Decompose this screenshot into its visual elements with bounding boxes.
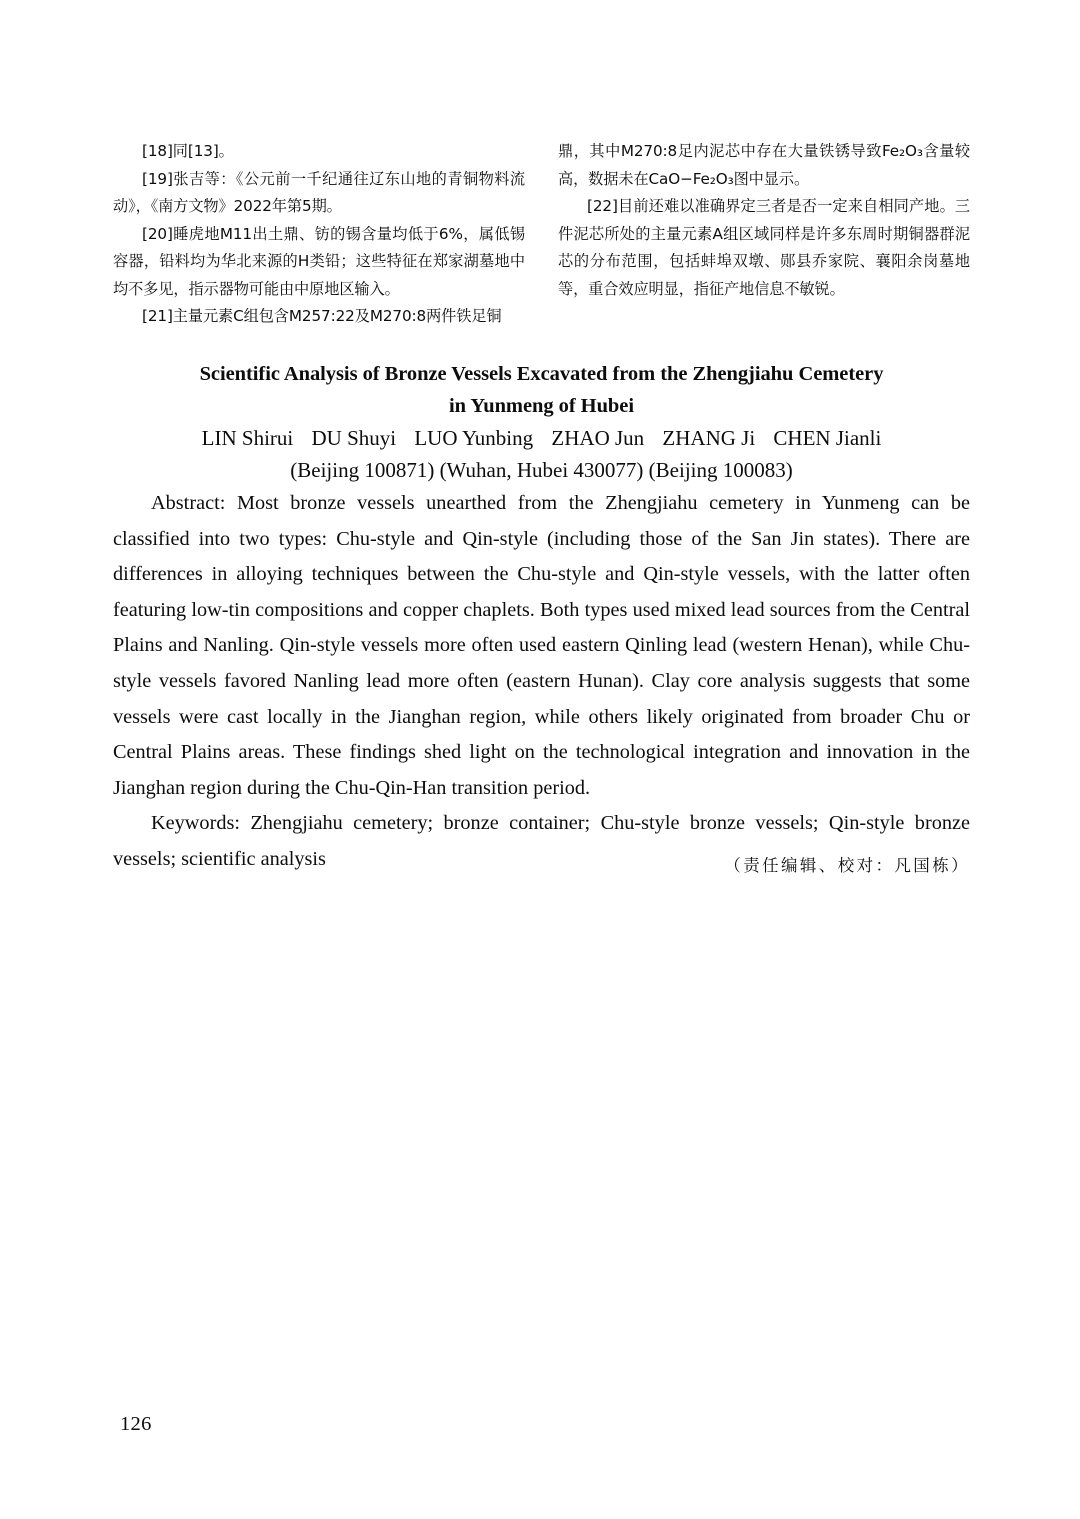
keywords-paragraph: Keywords: Zhengjiahu cemetery; bronze container; Chu-style bronze vessels; Qin-style bronze vessels; scientific analysis: [113, 812, 970, 870]
author-name: ZHAO Jun: [551, 426, 645, 450]
page-number: 126: [120, 1413, 152, 1435]
abstract-section: [113, 486, 970, 878]
author-name: CHEN Jianli: [773, 426, 882, 450]
endnotes-right-column: [558, 138, 970, 331]
endnote-18: [18]同[13]。: [142, 142, 234, 160]
article-title: [113, 358, 970, 422]
endnote-21: [21]主量元素C组包含M257:22及M270:8两件铁足铜: [142, 307, 502, 325]
article-title-line-2: in Yunmeng of Hubei: [449, 395, 634, 417]
editor-credit: （责任编辑、校对：凡国栋）: [724, 856, 970, 875]
author-affiliations: (Beijing 100871) (Wuhan, Hubei 430077) (Beijing 100083): [290, 458, 793, 482]
author-name: DU Shuyi: [311, 426, 397, 450]
endnote-20: [20]睡虎地M11出土鼎、钫的锡含量均低于6%，属低锡容器，铅料均为华北来源的H类铅；这些特征在郑家湖墓地中均不多见，指示器物可能由中原地区输入。: [113, 224, 525, 298]
article-title-line-1: Scientific Analysis of Bronze Vessels Excavated from the Zhengjiahu Cemetery: [199, 363, 884, 385]
endnotes-left-column: [113, 138, 525, 331]
abstract-paragraph: Abstract: Most bronze vessels unearthed from the Zhengjiahu cemetery in Yunmeng can be classified into two types: Chu-style and Qin-style (including those of the San Jin states). There are differences in alloying techniques between the Chu-style and Qin-style vessels, with the latter often featuring low-tin compositions and copper chaplets. Both types used mixed lead sources from the Central Plains and Nanling. Qin-style vessels more often used eastern Qinling lead (western Henan), while Chu-style vessels favored Nanling lead more often (eastern Hunan). Clay core analysis suggests that some vessels were cast locally in the Jianghan region, while others likely originated from broader Chu or Central Plains areas. These findings shed light on the technological integration and innovation in the Jianghan region during the Chu-Qin-Han transition period.: [113, 492, 970, 799]
author-name: LUO Yunbing: [414, 426, 534, 450]
endnotes-block: [113, 138, 970, 331]
author-list: [113, 422, 970, 454]
author-name: ZHANG Ji: [662, 426, 756, 450]
endnote-22: [22]目前还难以准确界定三者是否一定来自相同产地。三件泥芯所处的主量元素A组区域同样是许多东周时期铜器群泥芯的分布范围，包括蚌埠双墩、郧县乔家院、襄阳余岗墓地等，重合效应明显，指征产地信息不敏锐。: [558, 197, 970, 298]
endnote-19: [19]张吉等：《公元前一千纪通往辽东山地的青铜物料流动》，《南方文物》2022年第5期。: [113, 169, 525, 215]
endnote-21-continued: 鼎，其中M270:8足内泥芯中存在大量铁锈导致Fe₂O₃含量较高，数据未在CaO−Fe₂O₃图中显示。: [558, 142, 970, 188]
author-name: LIN Shirui: [201, 426, 294, 450]
